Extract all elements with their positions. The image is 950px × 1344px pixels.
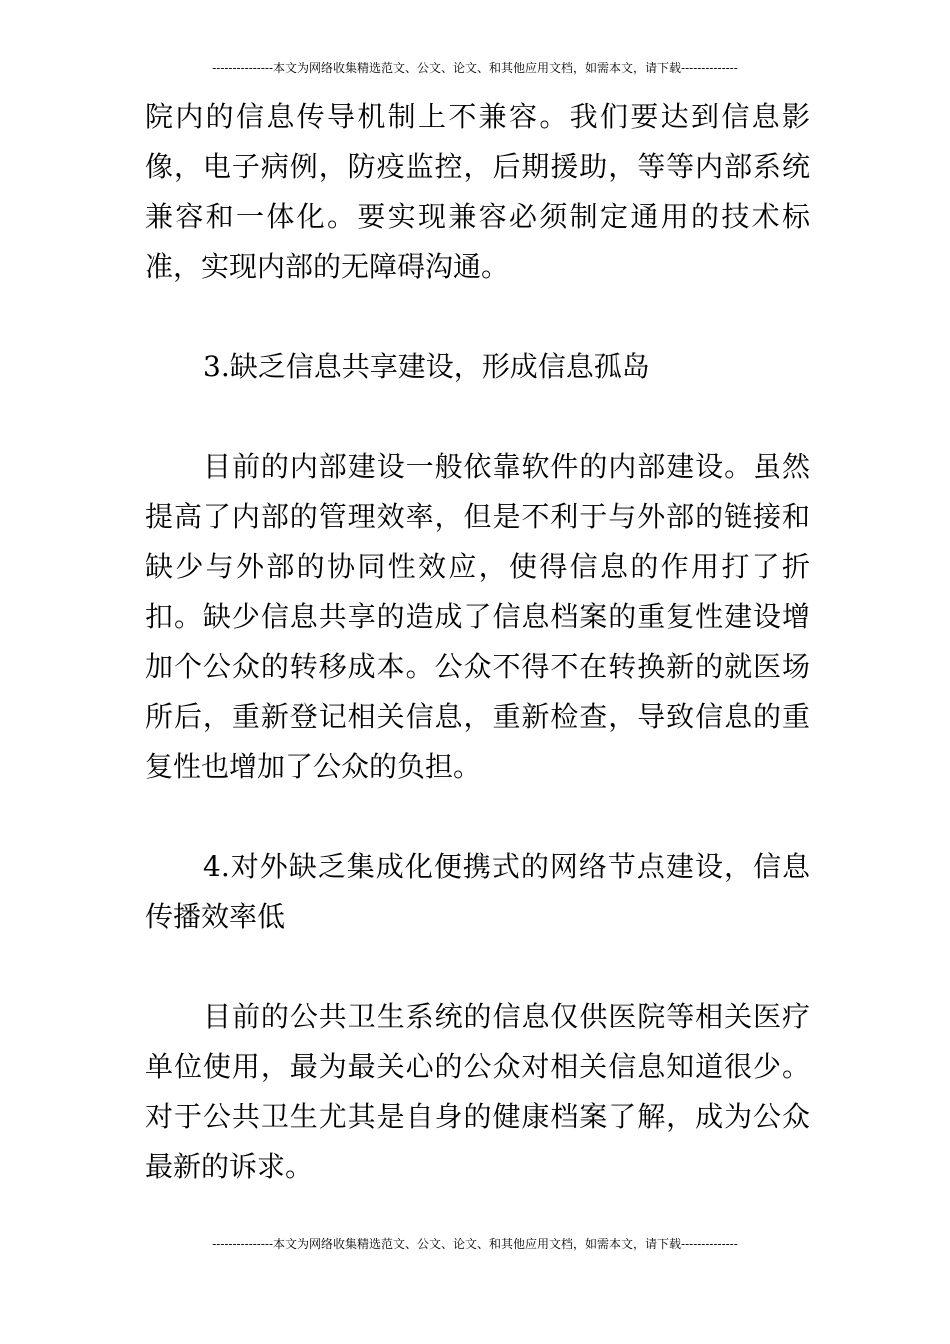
running-footer: ---------------本文为网络收集精选范文、公文、论文、和其他应用文档，如需本文，请下载-------------- — [212, 1237, 738, 1251]
section-heading-3: 3.缺乏信息共享建设，形成信息孤岛 — [203, 350, 650, 383]
body-text — [145, 92, 810, 1192]
paragraph-gap — [145, 942, 810, 992]
paragraph-gap — [145, 392, 810, 442]
running-header: ---------------本文为网络收集精选范文、公文、论文、和其他应用文档，如需本文，请下载-------------- — [212, 61, 738, 75]
paragraph-gap — [145, 292, 810, 342]
section-heading-4: 4.对外缺乏集成化便携式的网络节点建设，信息传播效率低 — [145, 850, 810, 933]
paragraph-continuation: 院内的信息传导机制上不兼容。我们要达到信息影像，电子病例，防疫监控，后期援助，等等内部系统兼容和一体化。要实现兼容必须制定通用的技术标准，实现内部的无障碍沟通。 — [145, 100, 810, 283]
paragraph-gap — [145, 792, 810, 842]
paragraph-public-access: 目前的公共卫生系统的信息仅供医院等相关医疗单位使用，最为最关心的公众对相关信息知道很少。对于公共卫生尤其是自身的健康档案了解，成为公众最新的诉求。 — [145, 1000, 810, 1183]
paragraph-info-sharing: 目前的内部建设一般依靠软件的内部建设。虽然提高了内部的管理效率，但是不利于与外部的链接和缺少与外部的协同性效应，使得信息的作用打了折扣。缺少信息共享的造成了信息档案的重复性建设增加个公众的转移成本。公众不得不在转换新的就医场所后，重新登记相关信息，重新检查，导致信息的重复性也增加了公众的负担。 — [145, 450, 810, 783]
